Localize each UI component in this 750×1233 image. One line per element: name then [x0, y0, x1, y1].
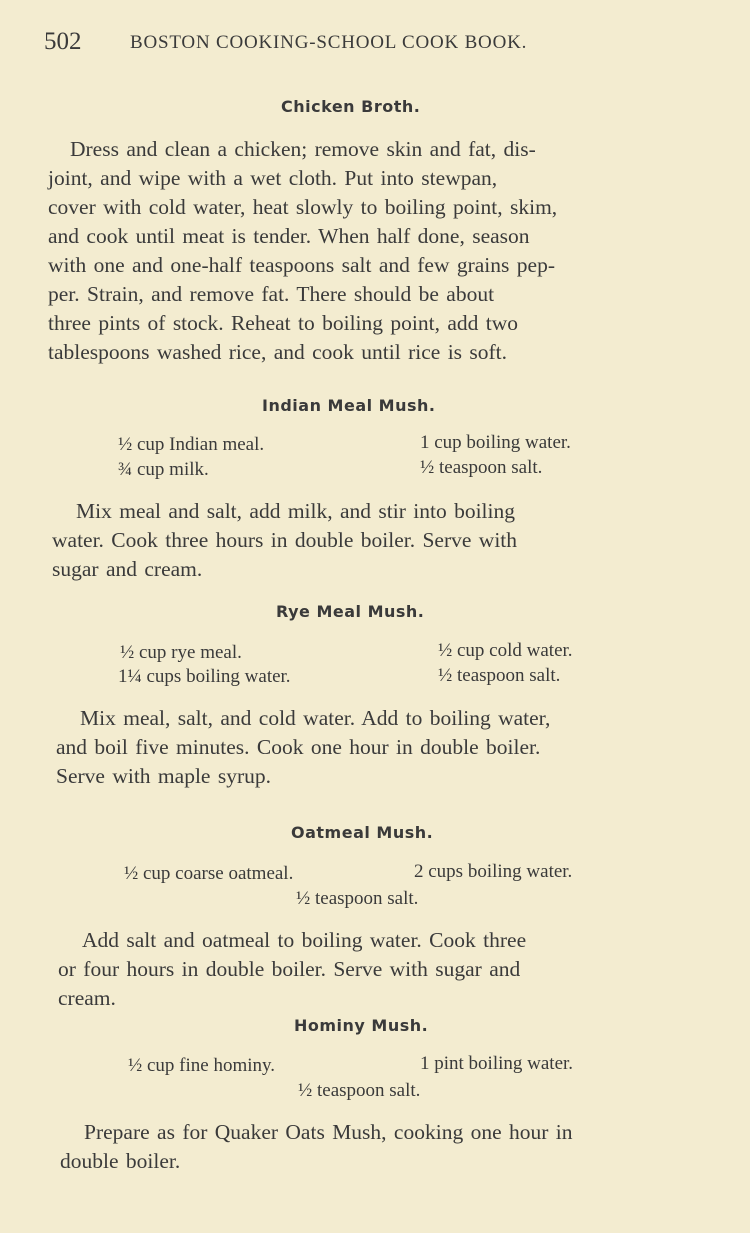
text-line: cover with cold water, heat slowly to boiling point, skim,: [48, 195, 558, 219]
text-line: or four hours in double boiler. Serve with sugar and: [58, 957, 521, 981]
recipe-title-chicken-broth: Chicken Broth.: [281, 97, 421, 116]
ingredient: ½ teaspoon salt.: [296, 888, 419, 909]
text-line: tablespoons washed rice, and cook until rice is soft.: [48, 340, 508, 364]
ingredient: 2 cups boiling water.: [414, 861, 573, 882]
recipe-text-oatmeal-mush: [58, 926, 692, 1013]
recipe-text-indian-meal-mush: [52, 497, 686, 584]
recipe-title-oatmeal-mush: Oatmeal Mush.: [291, 823, 434, 842]
running-title: BOSTON COOKING-SCHOOL COOK BOOK.: [130, 32, 528, 53]
text-line: cream.: [58, 986, 116, 1010]
ingredient: ½ teaspoon salt.: [438, 665, 561, 686]
text-line: joint, and wipe with a wet cloth. Put into stewpan,: [48, 166, 498, 190]
text-line: Add salt and oatmeal to boiling water. Cook three: [82, 928, 527, 952]
ingredient: 1 pint boiling water.: [420, 1053, 574, 1074]
ingredient: ½ cup cold water.: [438, 640, 573, 661]
text-line: Prepare as for Quaker Oats Mush, cooking one hour in: [84, 1120, 573, 1144]
text-line: Mix meal and salt, add milk, and stir into boiling: [76, 499, 515, 523]
text-line: per. Strain, and remove fat. There should be about: [48, 282, 495, 306]
text-line: sugar and cream.: [52, 557, 203, 581]
text-line: water. Cook three hours in double boiler. Serve with: [52, 528, 518, 552]
ingredient: ½ cup fine hominy.: [128, 1055, 276, 1076]
ingredient: ½ teaspoon salt.: [298, 1080, 421, 1101]
ingredient: ½ cup rye meal.: [120, 642, 242, 663]
text-line: three pints of stock. Reheat to boiling point, add two: [48, 311, 519, 335]
ingredient: 1¼ cups boiling water.: [118, 666, 291, 687]
recipe-title-rye-meal-mush: Rye Meal Mush.: [276, 602, 425, 621]
ingredient: ½ teaspoon salt.: [420, 457, 543, 478]
recipe-text-rye-meal-mush: [56, 704, 690, 791]
text-line: double boiler.: [60, 1149, 181, 1173]
text-line: Mix meal, salt, and cold water. Add to boiling water,: [80, 706, 551, 730]
text-line: and boil five minutes. Cook one hour in double boiler.: [56, 735, 541, 759]
text-line: Dress and clean a chicken; remove skin and fat, dis-: [70, 137, 536, 161]
ingredient: 1 cup boiling water.: [420, 432, 571, 453]
recipe-text-hominy-mush: [60, 1118, 696, 1176]
text-line: Serve with maple syrup.: [56, 764, 271, 788]
ingredient: ½ cup Indian meal.: [118, 434, 265, 455]
recipe-title-hominy-mush: Hominy Mush.: [294, 1016, 429, 1035]
ingredient: ½ cup coarse oatmeal.: [124, 863, 294, 884]
page-number: 502: [44, 28, 82, 55]
recipe-text-chicken-broth: [48, 135, 684, 367]
text-line: and cook until meat is tender. When half done, season: [48, 224, 530, 248]
text-line: with one and one-half teaspoons salt and few grains pep-: [48, 253, 555, 277]
recipe-title-indian-meal-mush: Indian Meal Mush.: [262, 396, 436, 415]
ingredient: ¾ cup milk.: [118, 459, 209, 480]
